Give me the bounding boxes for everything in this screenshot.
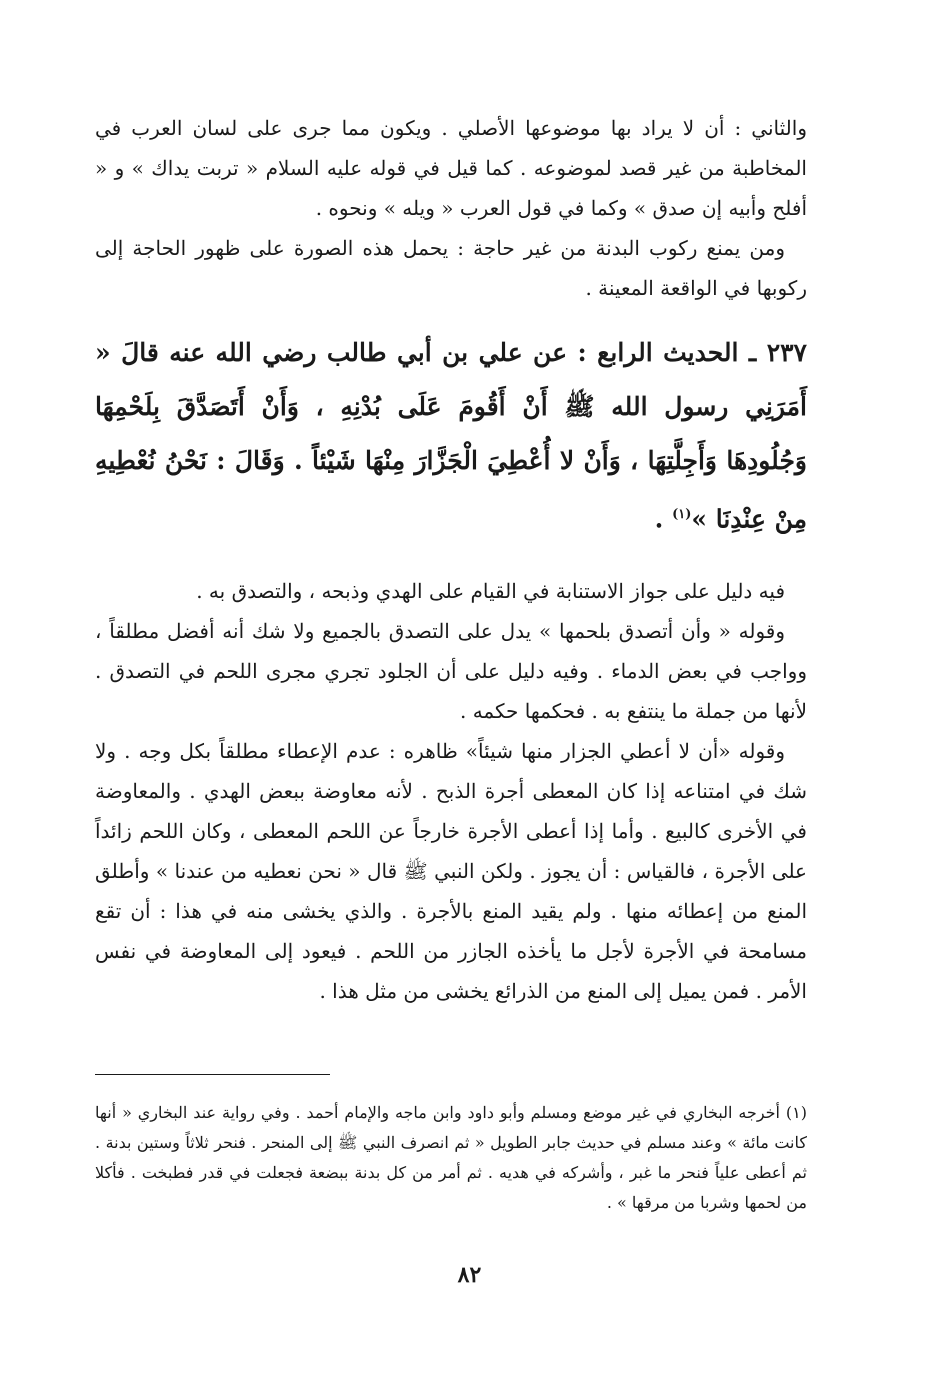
footnote-separator (95, 1074, 330, 1075)
intro-paragraph-2: ومن يمنع ركوب البدنة من غير حاجة : يحمل هذه الصورة على ظهور الحاجة إلى ركوبها في الواقعة المعينة . (95, 236, 807, 300)
footnote-1: (١) أخرجه البخاري في غير موضع ومسلم وأبو داود وابن ماجه والإمام أحمد . وفي رواية عند البخاري « أنها كانت مائة » وعند مسلم في حديث جابر الطويل « ثم انصرف النبي ﷺ إلى المنحر . فنحر ثلاثاً وستين بدنة . ثم أعطى علياً فنحر ما غبر ، وأشركه في هديه . ثم أمر من كل بدنة ببضعة فجعلت في قدر فطبخت . فأكلا من لحمها وشربا من مرقها » . (95, 1103, 807, 1212)
commentary (95, 571, 807, 1011)
footnotes (95, 1098, 807, 1218)
commentary-paragraph-2: وقوله « وأن أتصدق بلحمها » يدل على التصدق بالجميع ولا شك أنه أفضل مطلقاً ، وواجب في بعض الدماء . وفيه دليل على أن الجلود تجري مجرى اللحم في التصدق . لأنها من جملة ما ينتفع به . فحكمها حكمه . (95, 619, 807, 724)
hadith-number: ٢٣٧ (766, 338, 807, 367)
hadith-end: . (654, 504, 673, 534)
intro-paragraph-1: والثاني : أن لا يراد بها موضوعها الأصلي . ويكون مما جرى على لسان العرب في المخاطبة من غير قصد لموضوعه . كما قيل في قوله عليه السلام « تربت يداك » و « أفلح وأبيه إن صدق » وكما في قول العرب « ويله » ونحوه . (95, 116, 807, 220)
hadith-block (95, 326, 807, 546)
page-body (95, 108, 807, 1011)
commentary-paragraph-1: فيه دليل على جواز الاستنابة في القيام على الهدي وذبحه ، والتصدق به . (196, 579, 785, 604)
footnote-ref: (١) (672, 507, 692, 522)
hadith-text: ـ الحديث الرابع : عن علي بن أبي طالب رضي الله عنه قالَ « أَمَرَنِي رسول الله ﷺ أَنْ أَقُومَ عَلَى بُدْنِهِ ، وَأَنْ أَتَصَدَّقَ بِلَحْمِهَا وَجُلُودِهَا وَأَجِلَّتِهَا ، وَأَنْ لا أُعْطِيَ الْجَزَّارَ مِنْهَا شَيْئاً . وَقَالَ : نَحْنُ نُعْطِيهِ مِنْ عِنْدِنَا » (95, 338, 807, 534)
commentary-paragraph-3: وقوله «أن لا أعطي الجزار منها شيئاً» ظاهره : عدم الإعطاء مطلقاً بكل وجه . ولا شك في امتناعه إذا كان المعطى أجرة الذبح . لأنه معاوضة ببعض الهدي . والمعاوضة في الأخرى كالبيع . وأما إذا أعطى الأجرة خارجاً عن اللحم المعطى ، وكان اللحم زائداً على الأجرة ، فالقياس : أن يجوز . ولكن النبي ﷺ قال « نحن نعطيه من عندنا » وأطلق المنع من إعطائه منها . ولم يقيد المنع بالأجرة . والذي يخشى منه في هذا : أن تقع مسامحة في الأجرة لأجل ما يأخذه الجازر من اللحم . فيعود إلى المعاوضة في نفس الأمر . فمن يميل إلى المنع من الذرائع يخشى من مثل هذا . (95, 739, 807, 1004)
page-number: ٨٢ (457, 1262, 482, 1288)
